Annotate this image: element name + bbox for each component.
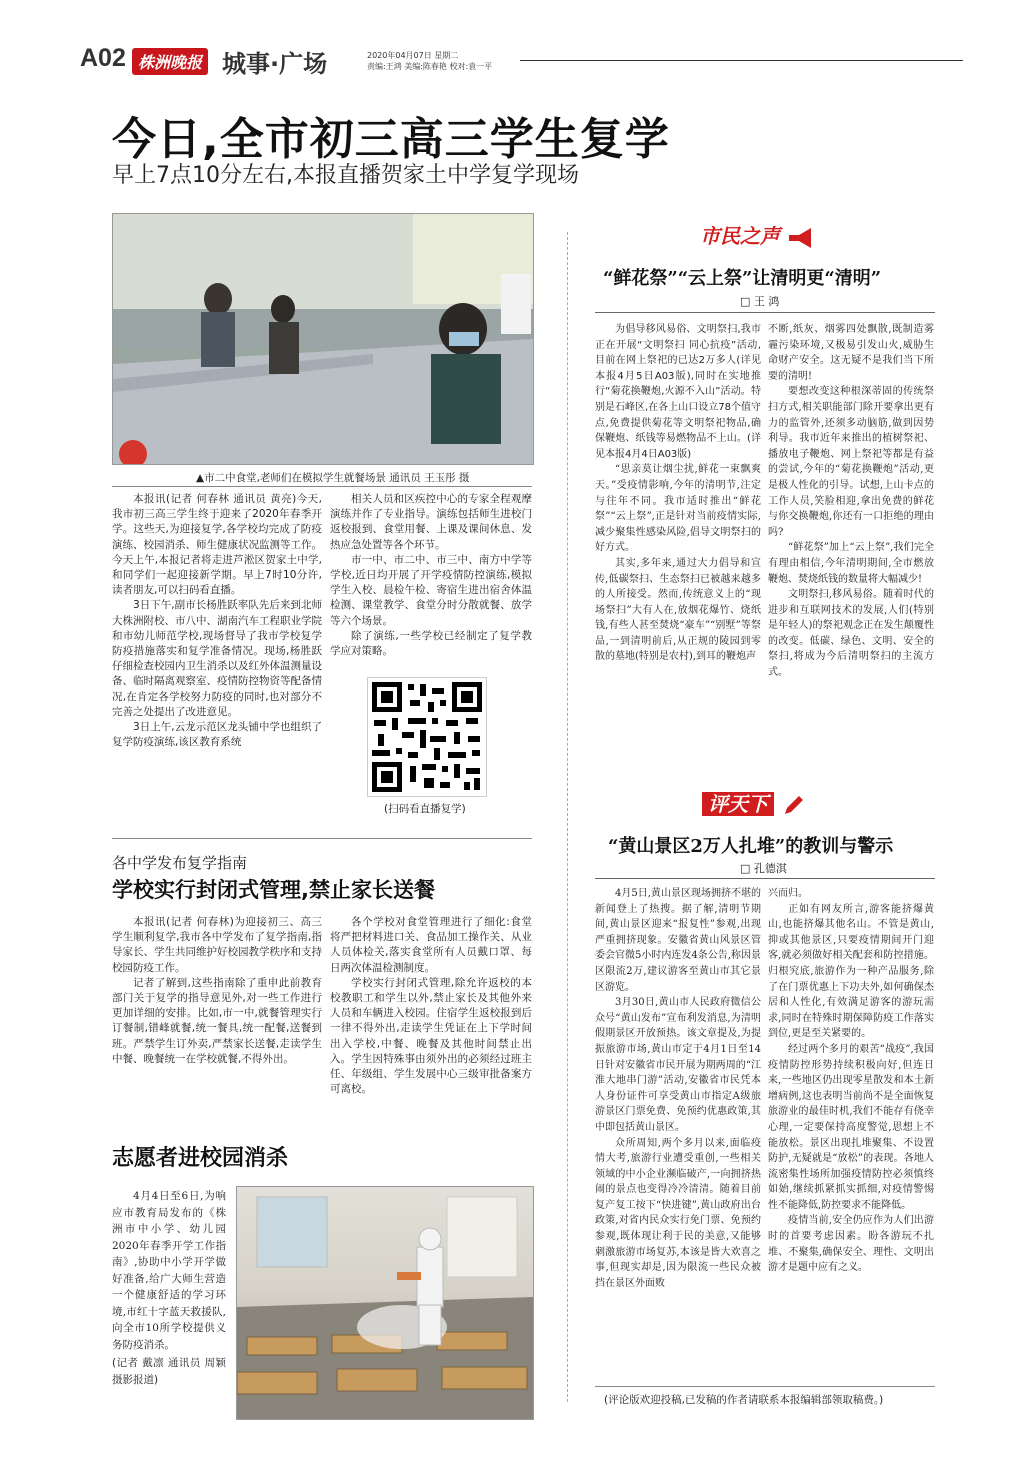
date-line: 2020年04月07日 星期二 <box>367 51 459 60</box>
main-article-col2 <box>330 492 532 659</box>
qr-code-icon <box>368 678 486 796</box>
guide-col2-para: 各个学校对食堂管理进行了细化:食堂将严把材料进口关、食品加工操作关、从业人员体检关,落实食堂所有人员戴口罩、每日两次体温检测制度。 <box>330 916 532 974</box>
canteen-illustration <box>113 214 533 464</box>
disinfection-photo <box>236 1186 534 1420</box>
main-col2-para: 除了演练,一些学校已经制定了复学教学应对策略。 <box>330 629 532 658</box>
opinion2-col2-para: 兴而归。 <box>768 888 808 899</box>
opinion1-col2 <box>768 322 934 681</box>
section-divider <box>112 838 532 839</box>
opinion2-headline: “黄山景区2万人扎堆”的教训与警示 <box>608 836 894 857</box>
opinion1-col1-para: “思亲莫让烟尘扰,鲜花一束飘爽天。”受疫情影响,今年的清明节,注定与往年不同。我市适时推出“鲜花祭”“云上祭”,正是针对当前疫情实际,减少聚集性感染风险,倡导文明祭扫的好方式。 <box>595 464 761 554</box>
opinion1-headline: “鲜花祭”“云上祭”让清明更“清明” <box>603 268 882 289</box>
main-col1-para: 3日上午,云龙示范区龙头铺中学也组织了复学防疫演练,该区教育系统 <box>112 721 322 749</box>
pen-icon <box>781 794 805 818</box>
column-separator <box>567 232 568 1402</box>
main-col2-para: 市一中、市二中、市三中、南方中学等学校,近日均开展了开学疫情防控演练,模拟学生入校、晨检午检、寄宿生进出宿舍体温检测、课堂教学、食堂分时分散就餐、放学等六个场景。 <box>330 553 532 627</box>
opinion1-col2-para: 要想改变这种根深蒂固的传统祭扫方式,相关职能部门除开要拿出更有力的监管外,还须多动脑筋,做到因势利导。我市近年来推出的植树祭祀、播放电子鞭炮、网上祭祀等都是有益的尝试,今年的“菊花换鞭炮”活动,更是极人性化的引导。试想,上山卡点的工作人员,笑脸相迎,拿出免费的鲜花与你交换鞭炮,你还有一口拒绝的理由吗? <box>768 386 934 538</box>
guide-col1-para: 本报讯(记者 何春林)为迎接初三、高三学生顺利复学,我市各中学发布了复学指南,指导家长、学生共同维护好校园教学秩序和支持校园防疫工作。 <box>112 916 322 974</box>
page-number: A02 <box>80 44 126 72</box>
opinion1-author: □ 王 鸿 <box>740 295 780 308</box>
main-subheadline: 早上7点10分左右,本报直播贺家土中学复学现场 <box>112 163 579 188</box>
volunteer-para: 4月4日至6日,为响应市教育局发布的《株洲市中小学、幼儿园2020年春季开学工作指南》,协助中小学开学做好准备,给广大师生营造一个健康舒适的学习环境,市红十字蓝天救援队,向全市10所学校提供义务防疫消杀。 <box>112 1190 226 1351</box>
guide-kicker: 各中学发布复学指南 <box>112 854 248 872</box>
guide-col2-para: 学校实行封闭式管理,除允许返校的本校教职工和学生以外,禁止家长及其他外来人员和车辆进入校园。住宿学生返校报到后一律不得外出,走读学生凭证在上下学时间出入学校,中餐、晚餐及其他时间禁止出入。学生因特殊事由须外出的必须经过班主任、年级组、学生发展中心三级审批备案方可离校。 <box>330 976 532 1096</box>
caption-rule <box>112 486 532 487</box>
opinion2-col2-para: 正如有网友所言,游客能挤爆黄山,也能挤爆其他名山。不管是黄山,抑或其他景区,只要疫情期间开门迎客,就必须做好相关配套和防控措施。归根究底,旅游作为一种产品服务,除了在门票优惠上下功夫外,如何确保杰居和人性化,有效满足游客的游玩需求,同时在特殊时期保障防疫工作落实到位,更是至关紧要的。 <box>768 903 934 1040</box>
main-headline: 今日,全市初三高三学生复学 <box>112 114 670 165</box>
header-rule <box>520 60 963 61</box>
opinion1-col2-para: 不断,纸灰、烟雾四处飘散,既制造雾霾污染环境,又极易引发山火,威胁生命财产安全。这无疑不是我们当下所要的清明! <box>768 324 934 382</box>
opinion1-col1-para: 其实,多年来,通过大力倡导和宣传,低碳祭扫、生态祭扫已被越来越多的人所接受。然而,传统意义上的“现场祭扫”大有人在,放烟花爆竹、烧纸钱,有些人甚至焚烧“豪车”“别墅”等祭品,一到清明前后,从正规的陵园到零散的墓地(特别是农村),到耳的鞭炮声 <box>595 557 761 663</box>
volunteer-text <box>112 1188 226 1388</box>
masthead-logo: 株洲晚报 <box>132 48 208 75</box>
guide-col1 <box>112 915 322 1067</box>
opinion2-col2-para: 经过两个多月的艰苦“战疫”,我国疫情防控形势持续积极向好,但连日来,一些地区仍出现零星散发和本土新增病例,这也表明当前尚不是全面恢复旅游业的最佳时机,我们不能存有侥幸心理,一定要保持高度警觉,思想上不能放松。景区出现扎堆聚集、不设置防护,无疑就是“放松”的表现。各地人流密集性场所加强疫情防控必须慎终如始,继续抓紧抓实抓细,对疫情警惕性不能降低,防控要求不能降低。 <box>768 1043 934 1211</box>
comment-world-logo-text: 评天下 <box>702 792 774 816</box>
opinion1-col2-para: “鲜花祭”加上“云上祭”,我们完全有理由相信,今年清明期间,全市燃放鞭炮、焚烧纸钱的数量将大幅减少! <box>768 542 934 585</box>
opinion1-col1-para: 为倡导移风易俗、文明祭扫,我市正在开展“文明祭扫 同心抗疫”活动,目前在网上祭祀的已达2万多人(详见本报4月5日A03版),同时在实地推行“菊花换鞭炮,火源不入山”活动。特别是石峰区,在各上山口设立78个值守点,免费提供菊花等文明祭祀物品,确保鞭炮、纸钱等易燃物品不上山。(详见本报4月4日A03版) <box>595 324 761 460</box>
comment-world-logo <box>702 788 805 818</box>
classroom-illustration <box>237 1187 533 1419</box>
opinion1-col1 <box>595 322 761 665</box>
main-col2-para: 相关人员和区疾控中心的专家全程观摩演练并作了专业指导。演练包括师生进校门返校报到、食堂用餐、上课及课间休息、发热应急处置等各个环节。 <box>330 493 532 551</box>
volunteer-headline: 志愿者进校园消杀 <box>112 1146 289 1171</box>
guide-col2 <box>330 915 532 1097</box>
guide-col1-para: 记者了解到,这些指南除了重申此前教育部门关于复学的指导意见外,对一些工作进行更加详细的安排。比如,市一中,就餐管理实行订餐制,错峰就餐,统一餐具,统一配餐,送餐到班。严禁学生订外卖,严禁家长送餐,走读学生中餐、晚餐统一在学校就餐,不得外出。 <box>112 976 322 1065</box>
main-article-col1 <box>112 492 322 750</box>
megaphone-icon <box>787 227 815 249</box>
footer-rule <box>595 1386 935 1387</box>
opinion2-col2 <box>768 886 934 1276</box>
photo-caption: ▲市二中食堂,老师们在模拟学生就餐场景 通讯员 王玉彤 摄 <box>196 472 470 484</box>
opinion2-author: □ 孔德淇 <box>740 862 787 875</box>
main-col1-para: 本报讯(记者 何春林 通讯员 黄亮)今天,我市初三高三学生终于迎来了2020年春季开学。这些天,为迎接复学,各学校均完成了防疫演练、校园消杀、师生健康状况监测等工作。今天上午,本报记者将走进芦淞区贺家土中学,和同学们一起迎接新学期。早上7时10分许,读者朋友,可以扫码看直播。 <box>112 493 322 597</box>
opinion1-rule <box>595 312 935 313</box>
editors-line: 责编:王鸿 美编:陈春艳 校对:袁一平 <box>367 62 493 71</box>
opinion2-col1 <box>595 886 761 1291</box>
opinion2-col1-para: 众所周知,两个多月以来,面临疫情大考,旅游行业遭受重创,一些相关领域的中小企业濒临破产,一向拥挤热闹的景点也变得冷冷清清。随着目前复产复工按下“快进键”,黄山政府出台政策,对省内民众实行免门票、免预约参观,既体现让利于民的美意,又能够刺激旅游市场复苏,本该是皆大欢喜之事,但现实却是,因为限流一些民众被挡在景区外面败 <box>595 1137 761 1289</box>
volunteer-credit: (记者 戴凛 通讯员 周颖 摄影报道) <box>112 1357 226 1386</box>
qr-caption: (扫码看直播复学) <box>384 803 466 815</box>
opinion1-col2-para: 文明祭扫,移风易俗。随着时代的进步和互联网技术的发展,人们(特别是年轻人)的祭祀观念正在发生颠覆性的改变。低碳、绿色、文明、安全的祭扫,将成为今后清明祭扫的主流方式。 <box>768 589 934 679</box>
contribution-note: (评论版欢迎投稿,已发稿的作者请联系本报编辑部领取稿费。) <box>604 1394 884 1406</box>
citizen-voice-logo-text: 市民之声 <box>700 224 780 248</box>
canteen-photo <box>112 213 534 465</box>
citizen-voice-logo <box>700 220 815 249</box>
opinion2-col1-para: 4月5日,黄山景区现场拥挤不堪的新闻登上了热搜。据了解,清明节期间,黄山景区迎来“报复性”参观,出现严重拥挤现象。安徽省黄山风景区管委会官微5小时内连发4条公告,称因景区限流2万,建议游客至黄山市其它景区游览。 <box>595 888 761 993</box>
main-col1-para: 3日下午,副市长杨胜跃率队先后来到北师大株洲附校、市八中、湖南汽车工程职业学院和市幼儿师范学校,现场督导了我市学校复学防疫措施落实和复学准备情况。现场,杨胜跃仔细检查校园内卫生消杀以及红外体温测量设备、临时隔离观察室、疫情防控物资等配备情况,在肯定各学校努力防疫的同时,也对部分不完善之处提出了改进意见。 <box>112 599 322 718</box>
guide-headline: 学校实行封闭式管理,禁止家长送餐 <box>112 878 435 902</box>
section-name: 城事·广场 <box>222 50 328 78</box>
live-stream-qr-code[interactable] <box>367 677 487 797</box>
opinion2-col1-para: 3月30日,黄山市人民政府微信公众号“黄山发布”宣布利发消息,为清明假期景区开放预热。该文章提及,为提振旅游市场,黄山市定于4月1日至14日针对安徽省市民开展为期两周的“江淮大地串门游”活动,安徽省市民凭本人身份证件可享受黄山市指定A级旅游景区门票免费、免预约优惠政策,其中即包括黄山景区。 <box>595 997 761 1133</box>
opinion2-rule <box>595 878 935 879</box>
opinion2-col2-para: 疫情当前,安全仍应作为人们出游时的首要考虑因素。盼各游玩不扎堆、不聚集,确保安全、理性、文明出游才是题中应有之义。 <box>768 1215 934 1274</box>
